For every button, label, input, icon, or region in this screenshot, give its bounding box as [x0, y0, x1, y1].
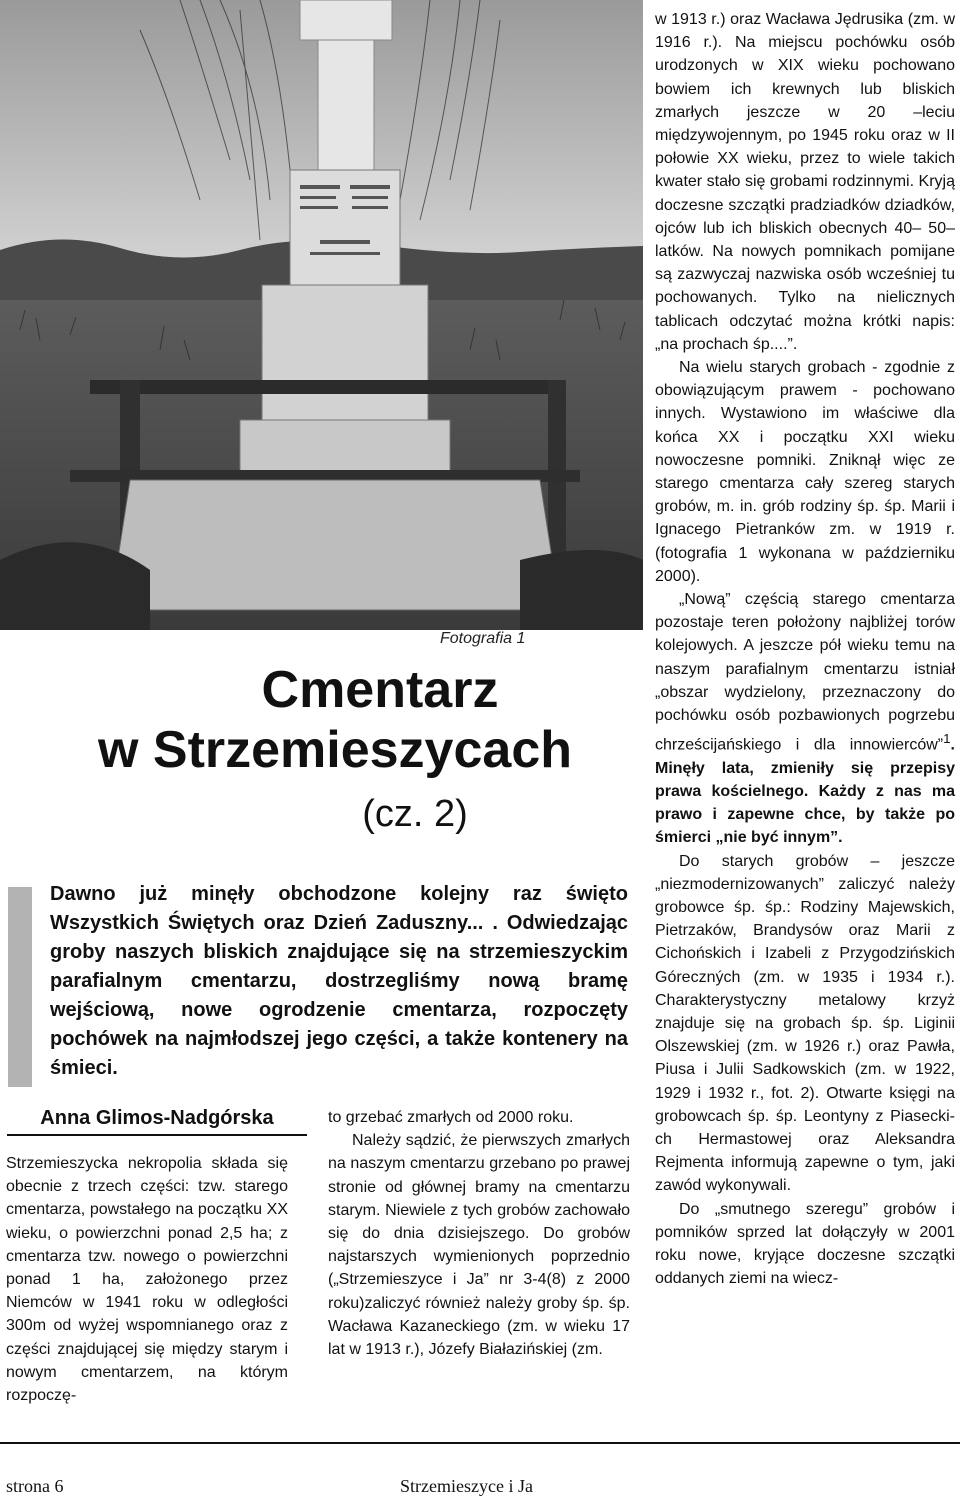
- col3-paragraph-3-text: „Nową” częścią starego cmentarza pozostaje teren położony najbliżej torów kolejowych. A jeszcze pół wieku temu na naszym parafialnym cmentarzu istniał „obszar wydzielony, przeznaczony do pochówku osób pozbawionych pogrzebu chrześcijańskiego i dla innowierców”: [655, 591, 955, 754]
- lead-paragraph: Dawno już minęły obchodzone kolejny raz święto Wszystkich Świętych oraz Dzień Zaduszny... . Odwiedzając groby naszych bliskich znajdujące się na strzemieszyckim parafialnym cmentarzu, dostrzegliśmy nową bramę wejściową, nowe ogrodzenie cmentarza, rozpoczęty pochówek na najmłodszej jego części, a także kontenery na śmieci.: [50, 883, 628, 1079]
- col3-paragraph-5: Do „smutnego szeregu” grobów i pomników sprzed lat dołączyły w 2001 roku nowe, kryjące doczesne szczątki oddanych ziemi na wiecz-: [655, 1200, 955, 1288]
- column-2: [328, 1106, 630, 1361]
- column-1: [6, 1152, 288, 1407]
- col3-paragraph-1: w 1913 r.) oraz Wacława Jędrusika (zm. w 1916 r.). Na miejscu pochówku osób urodzonych w XIX wieku pochowano bowiem ich krewnych lub bliskich zmarłych jeszcze w 20 –leciu międzywojennym, po 1945 roku oraz w II połowie XX wieku, przez to wiele takich kwater stało się grobami rodzinnymi. Kryją doczesne szczątki pradziadków dziadków, ojców lub ich bliskich obecnych 40– 50–latków. Na nowych pomnikach pomijane są zazwyczaj nazwiska osób wcześniej tu pochowanych. Tylko na nielicznych tablicach odczytać można krótki napis: „na prochach śp....”.: [655, 11, 955, 353]
- col3-paragraph-4: Do starych grobów – jeszcze „niezmodernizowanych” zaliczyć należy grobowce śp. śp.: Rodziny Majewskich, Pietrzaków, Brandysów oraz Marii z Cichońskich i Izabeli z Przygodzińskich Góreczných (zm. w 1935 i 1934 r.). Charakterystyczny metalowy krzyż znajduje się na grobach śp. śp. Liginii Olszewskiej (zm. w 1926 r.) oraz Pawła, Piusa i Julii Sadkowskich (zm. w 1922, 1929 i 1932 r., fot. 2). Otwarte księgi na grobowcach śp. śp. Leontyny z Piaseckich Hermastowej oraz Aleksandra Rejmenta informują zapewne o tym, jaki zawód wykonywali.: [655, 852, 955, 1195]
- lead-accent-bar: [8, 887, 32, 1087]
- photo-caption: Fotografia 1: [440, 630, 526, 647]
- page-number: strona 6: [6, 1476, 64, 1496]
- article-title: [40, 660, 630, 838]
- title-line-1: Cmentarz: [261, 661, 499, 719]
- author-name: Anna Glimos-Nadgórska: [7, 1107, 307, 1136]
- grave-photo-illustration: [0, 0, 643, 630]
- col1-paragraph: Strzemieszycka nekropolia składa się obecnie z trzech części: tzw. starego cmentarza, powstałego na początku XX wieku, o powierzchni ponad 2,5 ha; z cmentarza tzw. nowego o powierzchni ponad 1 ha, założonego przez Niemców w 1941 roku w odległości 300m od wyżej wspomnianego oraz z części znajdującej się między starym i nowym cmentarzem, na którym rozpoczę-: [6, 1155, 288, 1405]
- title-part: (cz. 2): [362, 793, 468, 835]
- footer-rule: [0, 1442, 960, 1444]
- grave-photograph: [0, 0, 643, 630]
- col3-paragraph-2: Na wielu starych grobach - zgodnie z obowiązującym prawem - pochowano innych. Wystawiono im właściwe dla końca XX i początku XXI wieku nowoczesne pomniki. Zniknął więc ze starego cmentarza cały szereg starych grobów, m. in. grób rodziny śp. śp. Marii i Ignacego Pietranków zm. w 1919 r. (fotografia 1 wykonana w październiku 2000).: [655, 359, 955, 585]
- magazine-name: Strzemieszyce i Ja: [400, 1476, 533, 1496]
- column-3: [655, 8, 955, 1291]
- col2-paragraph-1: to grzebać zmarłych od 2000 roku.: [328, 1109, 574, 1126]
- col3-paragraph-3: [655, 588, 955, 850]
- footnote-marker: 1: [943, 731, 951, 747]
- title-line-2: w Strzemieszycach: [97, 721, 573, 779]
- col3-paragraph-3-bold: . Minęły lata, zmieniły się przepisy prawa kościelnego. Każdy z nas ma prawo i zapewne chce, by także po śmierci „nie być innym”.: [655, 736, 955, 847]
- col2-paragraph-2: Należy sądzić, że pierwszych zmarłych na naszym cmentarzu grzebano po prawej stronie od głównej bramy na cmentarzu starym. Niewiele z tych grobów zachowało się do dnia dzisiejszego. Do grobów najstarszych wymienionych poprzednio („Strzemieszyce i Ja” nr 3-4(8) z 2000 roku)zaliczyć również należy groby śp. śp. Wacława Kazaneckiego (zm. w wieku 17 lat w 1913 r.), Józefy Białazińskiej (zm.: [328, 1132, 630, 1359]
